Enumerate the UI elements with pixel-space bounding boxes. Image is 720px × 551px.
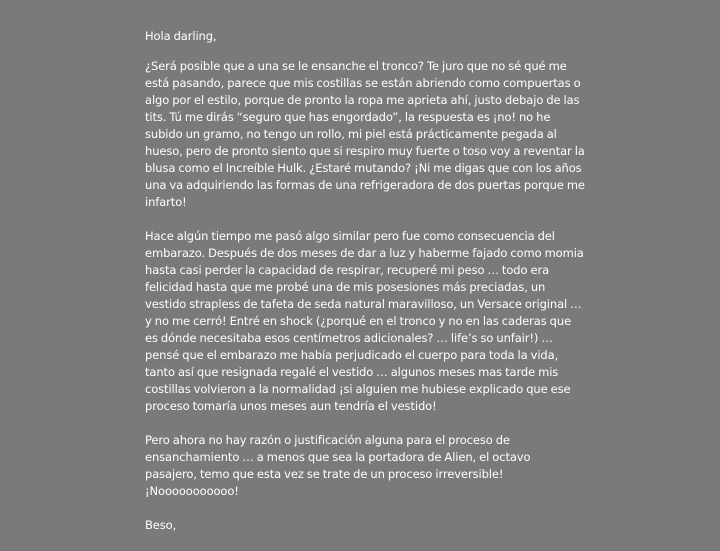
letter-paragraph-2: Hace algún tiempo me pasó algo similar pero fue como consecuencia del embarazo. Después de dos meses de dar a luz y haberme fajado como momia hasta casi perder la capacidad de respirar, recuperé mi peso … todo era felicidad hasta que me probé una de mis posesiones más preciadas, un vestido strapless de tafeta de seda natural maravilloso, un Versace original … y no me cerró! Entré en shock (¿porqué en el tronco y no en las caderas que es dónde necesitaba esos centímetros adicionales? … life’s so unfair!) … pensé que el embarazo me había perjudicado el cuerpo para toda la vida, tanto así que resignada regalé el vestido … algunos meses mas tarde mis costillas volvieron a la normalidad ¡si alguien me hubiese explicado que ese proceso tomaría unos meses aun tendría el vestido!	[145, 229, 584, 413]
letter-body	[145, 28, 585, 551]
letter-greeting: Hola darling,	[145, 29, 217, 43]
letter-paragraph-3: Pero ahora no hay razón o justificación alguna para el proceso de ensanchamiento … a menos que sea la portadora de Alien, el octavo pasajero, temo que esta vez se trate de un proceso irreversible! ¡Nooooooooooo!	[145, 433, 531, 498]
letter-closing: Beso,	[145, 518, 177, 532]
letter-paragraph-1: ¿Será posible que a una se le ensanche el tronco? Te juro que no sé qué me está pasando, parece que mis costillas se están abriendo como compuertas o algo por el estilo, porque de pronto la ropa me aprieta ahí, justo debajo de las tits. Tú me dirás “seguro que has engordado”, la respuesta es ¡no! no he subido un gramo, no tengo un rollo, mi piel está prácticamente pegada al hueso, pero de pronto siento que si respiro muy fuerte o toso voy a reventar la blusa como el Increíble Hulk. ¿Estaré mutando? ¡Ni me digas que con los años una va adquiriendo las formas de una refrigeradora de dos puertas porque me infarto!	[145, 59, 585, 209]
